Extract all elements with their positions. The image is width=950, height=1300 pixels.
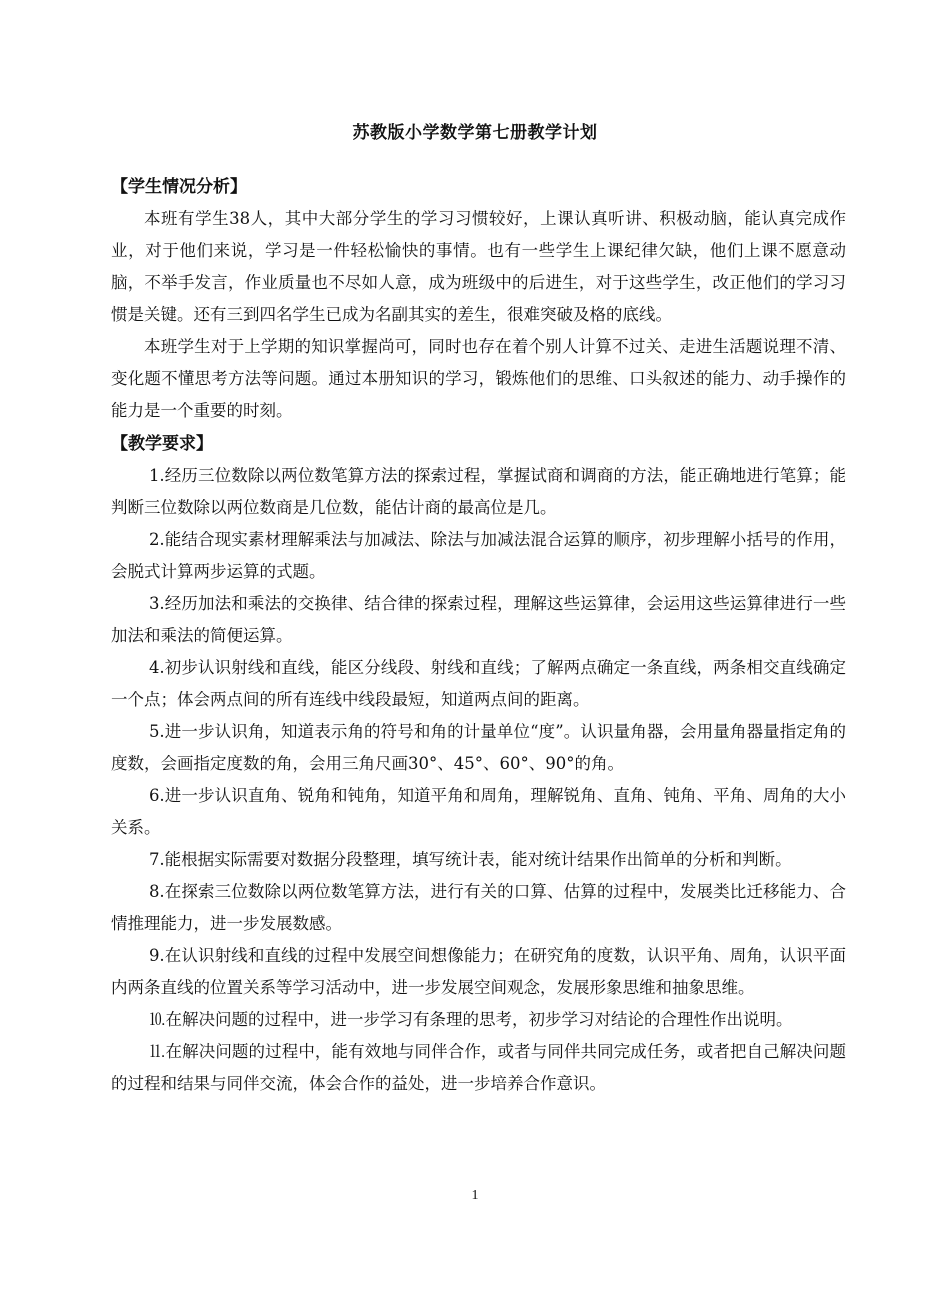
- requirement-item: 3.经历加法和乘法的交换律、结合律的探索过程，理解这些运算律，会运用这些运算律进行一些加法和乘法的简便运算。: [111, 594, 846, 645]
- document-body: [111, 172, 846, 1100]
- requirement-item: ⒒在解决问题的过程中，能有效地与同伴合作，或者与同伴共同完成任务，或者把自己解决问题的过程和结果与同伴交流，体会合作的益处，进一步培养合作意识。: [111, 1042, 846, 1093]
- requirement-item: ⒑在解决问题的过程中，进一步学习有条理的思考，初步学习对结论的合理性作出说明。: [148, 1010, 793, 1029]
- section-heading-student-analysis: 【学生情况分析】: [111, 177, 247, 197]
- student-analysis-paragraph: 本班学生对于上学期的知识掌握尚可，同时也存在着个别人计算不过关、走进生活题说理不清、变化题不懂思考方法等问题。通过本册知识的学习，锻炼他们的思维、口头叙述的能力、动手操作的能力是一个重要的时刻。: [111, 337, 846, 420]
- student-analysis-paragraph: 本班有学生38人，其中大部分学生的学习习惯较好，上课认真听讲、积极动脑，能认真完成作业，对于他们来说，学习是一件轻松愉快的事情。也有一些学生上课纪律欠缺，他们上课不愿意动脑，不举手发言，作业质量也不尽如人意，成为班级中的后进生，对于这些学生，改正他们的学习习惯是关键。还有三到四名学生已成为名副其实的差生，很难突破及格的底线。: [111, 209, 846, 324]
- document-title: 苏教版小学数学第七册教学计划: [352, 123, 598, 143]
- requirement-item: 4.初步认识射线和直线，能区分线段、射线和直线；了解两点确定一条直线，两条相交直线确定一个点；体会两点间的所有连线中线段最短，知道两点间的距离。: [111, 658, 846, 709]
- requirement-item: 7.能根据实际需要对数据分段整理，填写统计表，能对统计结果作出简单的分析和判断。: [148, 850, 792, 869]
- requirement-item: 8.在探索三位数除以两位数笔算方法，进行有关的口算、估算的过程中，发展类比迁移能力、合情推理能力，进一步发展数感。: [111, 882, 846, 933]
- page-number: 1: [471, 1188, 479, 1203]
- requirement-item: 9.在认识射线和直线的过程中发展空间想像能力；在研究角的度数，认识平角、周角，认识平面内两条直线的位置关系等学习活动中，进一步发展空间观念，发展形象思维和抽象思维。: [111, 946, 846, 997]
- requirement-item: 5.进一步认识角，知道表示角的符号和角的计量单位“度”。认识量角器，会用量角器量指定角的度数，会画指定度数的角，会用三角尺画30°、45°、60°、90°的角。: [111, 722, 846, 773]
- requirement-item: 1.经历三位数除以两位数笔算方法的探索过程，掌握试商和调商的方法，能正确地进行笔算；能判断三位数除以两位数商是几位数，能估计商的最高位是几。: [111, 466, 846, 517]
- requirement-item: 6.进一步认识直角、锐角和钝角，知道平角和周角，理解锐角、直角、钝角、平角、周角的大小关系。: [111, 786, 846, 837]
- section-heading-teaching-requirements: 【教学要求】: [111, 434, 213, 454]
- requirement-item: 2.能结合现实素材理解乘法与加减法、除法与加减法混合运算的顺序，初步理解小括号的作用，会脱式计算两步运算的式题。: [111, 530, 846, 581]
